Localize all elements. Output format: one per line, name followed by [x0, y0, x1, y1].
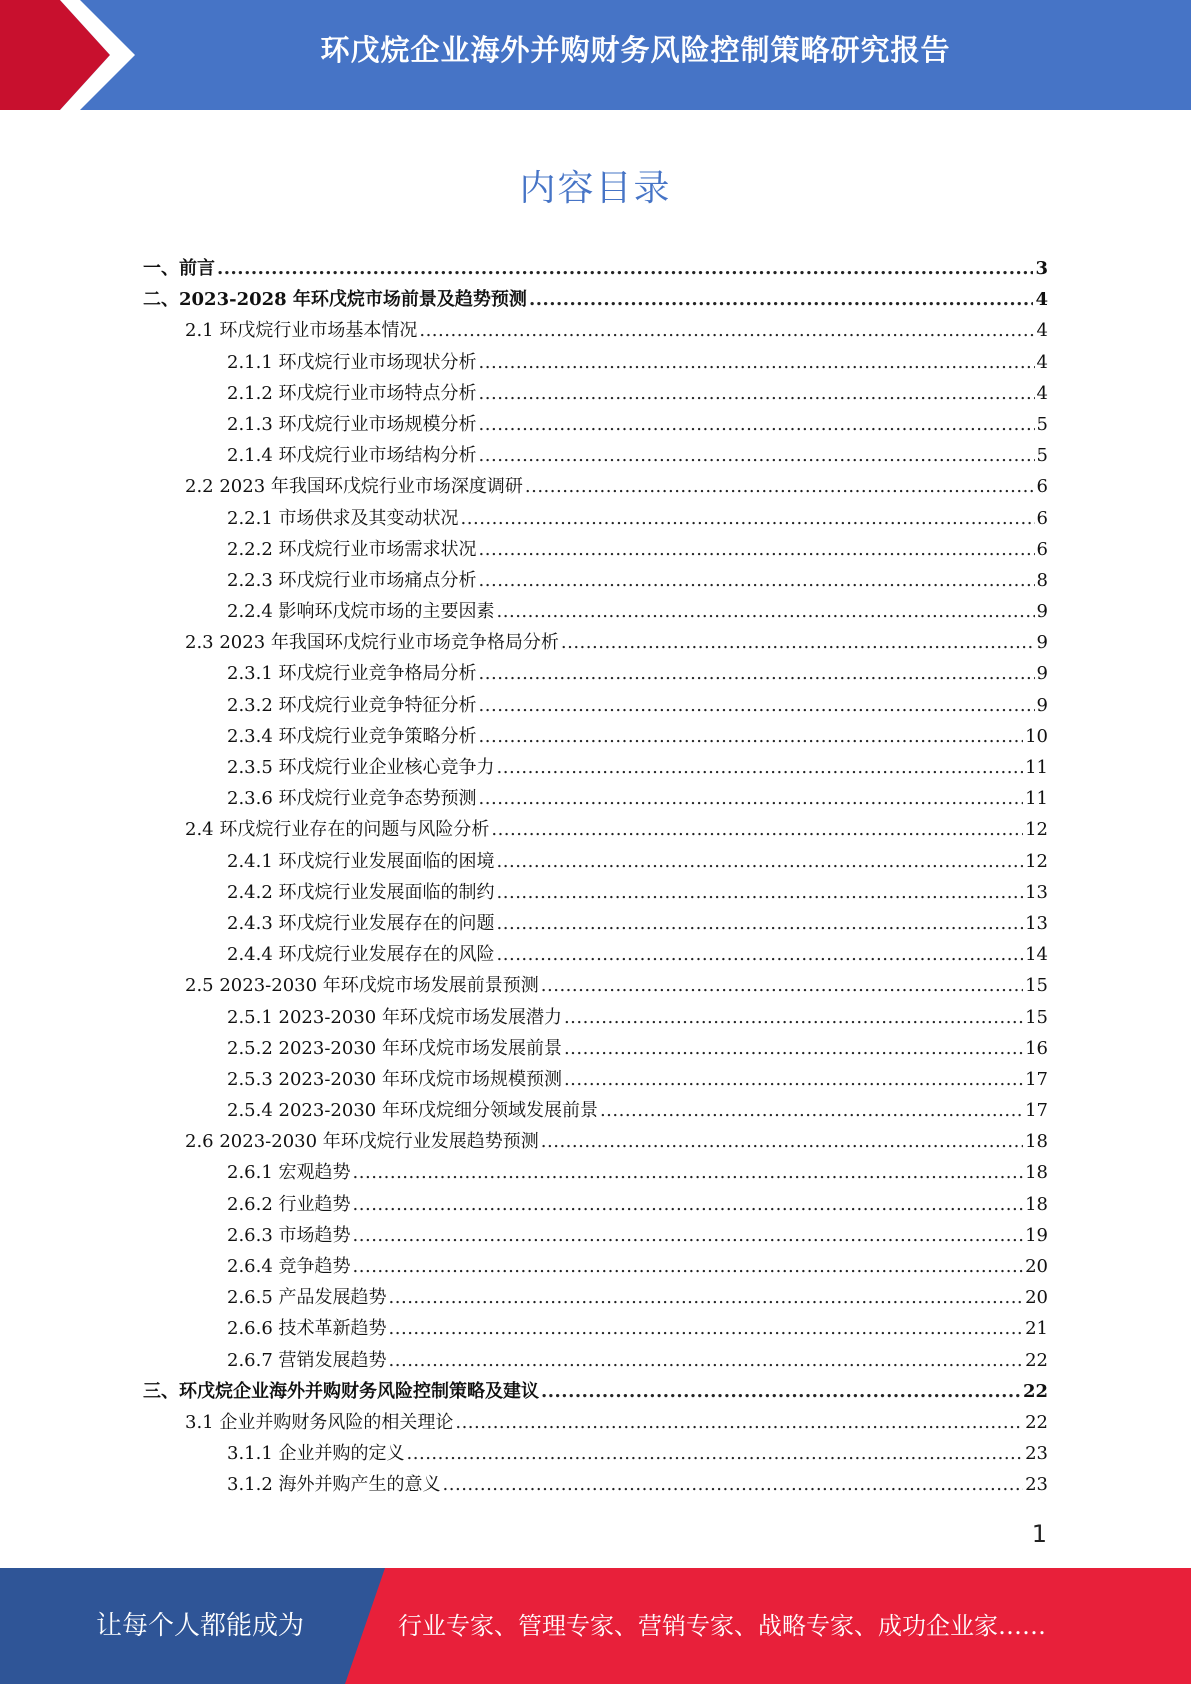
toc-leader-dots — [497, 944, 1024, 965]
toc-entry[interactable] — [143, 1377, 1048, 1408]
toc-entry-page: 10 — [1025, 725, 1048, 747]
toc-entry-page: 4 — [1036, 382, 1048, 404]
toc-entry-label: 2.6.7 营销发展趋势 — [227, 1349, 387, 1371]
toc-entry-page: 4 — [1035, 289, 1048, 311]
toc-entry-page: 9 — [1036, 632, 1048, 654]
toc-leader-dots — [479, 726, 1024, 747]
toc-entry-page: 11 — [1025, 757, 1048, 778]
toc-leader-dots — [353, 1194, 1024, 1215]
toc-leader-dots — [497, 882, 1024, 903]
toc-entry[interactable] — [143, 472, 1048, 503]
toc-leader-dots — [497, 851, 1024, 872]
toc-entry-label: 2.3.5 环戊烷行业企业核心竞争力 — [227, 757, 495, 778]
toc-entry-page: 4 — [1036, 351, 1048, 373]
toc-entry-page: 9 — [1036, 663, 1048, 685]
toc-entry[interactable] — [143, 1314, 1048, 1345]
toc-leader-dots — [419, 320, 1034, 341]
toc-entry[interactable] — [143, 348, 1048, 379]
toc-entry-page: 15 — [1025, 1006, 1048, 1028]
toc-entry[interactable] — [143, 1470, 1048, 1501]
toc-leader-dots — [479, 352, 1035, 373]
toc-leader-dots — [479, 788, 1024, 809]
footer-slogan-right: 行业专家、管理专家、营销专家、战略专家、成功企业家…… — [398, 1612, 1046, 1640]
toc-leader-dots — [217, 258, 1033, 279]
toc-leader-dots — [529, 289, 1034, 310]
toc-entry-label: 2.1.3 环戊烷行业市场规模分析 — [227, 413, 477, 435]
toc-entry[interactable] — [143, 659, 1048, 690]
toc-entry-page: 23 — [1025, 1443, 1048, 1465]
toc-entry[interactable] — [143, 1034, 1048, 1065]
toc-leader-dots — [479, 414, 1035, 435]
toc-leader-dots — [525, 476, 1035, 497]
toc-entry-label: 3.1.2 海外并购产生的意义 — [227, 1474, 441, 1496]
toc-entry-label: 2.3.2 环戊烷行业竞争特征分析 — [227, 694, 477, 716]
toc-entry[interactable] — [143, 535, 1048, 566]
toc-entry[interactable] — [143, 1096, 1048, 1127]
toc-entry-page: 5 — [1036, 413, 1048, 435]
toc-leader-dots — [491, 819, 1023, 840]
header-title: 环戊烷企业海外并购财务风险控制策略研究报告 — [320, 33, 951, 67]
toc-entry-page: 6 — [1036, 538, 1048, 560]
toc-entry[interactable] — [143, 847, 1048, 878]
toc-entry-page: 11 — [1025, 788, 1048, 810]
toc-entry-label: 2.4.3 环戊烷行业发展存在的问题 — [227, 912, 495, 934]
toc-entry-label: 2.5.3 2023-2030 年环戊烷市场规模预测 — [227, 1068, 562, 1090]
toc-entry-label: 2.6.6 技术革新趋势 — [227, 1318, 387, 1340]
toc-leader-dots — [389, 1287, 1024, 1308]
toc-leader-dots — [455, 1412, 1023, 1433]
toc-entry[interactable] — [143, 316, 1048, 347]
toc-leader-dots — [479, 695, 1035, 716]
toc-entry-page: 4 — [1036, 320, 1048, 342]
toc-entry[interactable] — [143, 815, 1048, 846]
toc-entry[interactable] — [143, 1283, 1048, 1314]
toc-entry-page: 6 — [1036, 507, 1048, 529]
table-of-contents — [143, 254, 1048, 1502]
toc-leader-dots — [564, 1007, 1023, 1028]
toc-entry[interactable] — [143, 1065, 1048, 1096]
toc-entry-label: 2.6.1 宏观趋势 — [227, 1162, 351, 1184]
toc-entry-page: 18 — [1025, 1162, 1048, 1184]
toc-entry-label: 2.2.3 环戊烷行业市场痛点分析 — [227, 569, 477, 591]
toc-entry-label: 2.1 环戊烷行业市场基本情况 — [185, 320, 418, 342]
toc-entry-label: 2.4.4 环戊烷行业发展存在的风险 — [227, 944, 495, 966]
footer-banner — [0, 1568, 1191, 1684]
toc-entry[interactable] — [143, 597, 1048, 628]
toc-entry[interactable] — [143, 441, 1048, 472]
toc-entry-label: 2.3 2023 年我国环戊烷行业市场竞争格局分析 — [185, 632, 559, 654]
toc-entry-label: 2.1.1 环戊烷行业市场现状分析 — [227, 351, 477, 373]
toc-leader-dots — [541, 975, 1023, 996]
toc-leader-dots — [353, 1162, 1024, 1183]
toc-entry-page: 13 — [1025, 912, 1048, 934]
toc-entry-page: 20 — [1025, 1287, 1048, 1309]
toc-entry-page: 18 — [1025, 1193, 1048, 1215]
toc-entry-label: 2.6.2 行业趋势 — [227, 1193, 351, 1215]
toc-leader-dots — [389, 1350, 1024, 1371]
toc-entry-page: 9 — [1036, 694, 1048, 716]
toc-entry[interactable] — [143, 1439, 1048, 1470]
toc-entry-label: 2.2.2 环戊烷行业市场需求状况 — [227, 538, 477, 560]
toc-entry-label: 2.6 2023-2030 年环戊烷行业发展趋势预测 — [185, 1131, 539, 1153]
toc-entry-label: 2.2 2023 年我国环戊烷行业市场深度调研 — [185, 476, 523, 498]
toc-entry-page: 3 — [1035, 258, 1048, 279]
toc-entry-page: 9 — [1036, 601, 1048, 623]
toc-entry[interactable] — [143, 909, 1048, 940]
toc-leader-dots — [461, 508, 1035, 529]
toc-entry-page: 5 — [1036, 445, 1048, 467]
toc-entry[interactable] — [143, 379, 1048, 410]
toc-leader-dots — [564, 1069, 1023, 1090]
toc-entry-label: 2.4.2 环戊烷行业发展面临的制约 — [227, 881, 495, 903]
toc-leader-dots — [541, 1381, 1021, 1402]
toc-leader-dots — [479, 570, 1035, 591]
toc-leader-dots — [353, 1225, 1024, 1246]
toc-entry[interactable] — [143, 971, 1048, 1002]
toc-entry-page: 14 — [1025, 944, 1048, 966]
toc-entry-label: 2.1.2 环戊烷行业市场特点分析 — [227, 382, 477, 404]
toc-leader-dots — [479, 445, 1035, 466]
toc-entry[interactable] — [143, 722, 1048, 753]
toc-leader-dots — [443, 1474, 1024, 1495]
toc-entry[interactable] — [143, 1190, 1048, 1221]
page-number: 1 — [1031, 1520, 1047, 1548]
toc-leader-dots — [600, 1100, 1023, 1121]
toc-entry[interactable] — [143, 1408, 1048, 1439]
toc-entry[interactable] — [143, 940, 1048, 971]
toc-leader-dots — [479, 663, 1035, 684]
toc-leader-dots — [564, 1038, 1023, 1059]
toc-entry-label: 2.4 环戊烷行业存在的问题与风险分析 — [185, 819, 490, 841]
toc-leader-dots — [479, 539, 1035, 560]
toc-entry-label: 2.3.1 环戊烷行业竞争格局分析 — [227, 663, 477, 685]
toc-entry-label: 2.1.4 环戊烷行业市场结构分析 — [227, 445, 477, 467]
toc-entry-label: 2.2.1 市场供求及其变动状况 — [227, 507, 459, 529]
toc-entry-page: 17 — [1025, 1100, 1048, 1122]
toc-leader-dots — [497, 601, 1035, 622]
toc-leader-dots — [407, 1443, 1024, 1464]
toc-entry-label: 3.1.1 企业并购的定义 — [227, 1443, 405, 1465]
toc-entry-label: 2.5.1 2023-2030 年环戊烷市场发展潜力 — [227, 1006, 562, 1028]
toc-leader-dots — [497, 913, 1024, 934]
toc-entry-page: 15 — [1025, 975, 1048, 997]
toc-entry-label: 三、环戊烷企业海外并购财务风险控制策略及建议 — [143, 1380, 539, 1402]
toc-entry-page: 18 — [1025, 1131, 1048, 1153]
toc-entry-label: 2.5.4 2023-2030 年环戊烷细分领域发展前景 — [227, 1100, 598, 1122]
toc-entry[interactable] — [143, 410, 1048, 441]
toc-entry[interactable] — [143, 285, 1048, 316]
toc-entry-label: 2.6.4 竞争趋势 — [227, 1256, 351, 1277]
toc-entry-page: 12 — [1025, 850, 1048, 872]
toc-leader-dots — [353, 1256, 1024, 1277]
toc-entry[interactable] — [143, 504, 1048, 535]
toc-entry-label: 2.6.3 市场趋势 — [227, 1224, 351, 1246]
toc-entry[interactable] — [143, 784, 1048, 815]
toc-entry-page: 17 — [1025, 1068, 1048, 1090]
toc-entry-page: 12 — [1025, 819, 1048, 841]
toc-entry[interactable] — [143, 1346, 1048, 1377]
toc-entry-label: 3.1 企业并购财务风险的相关理论 — [185, 1411, 454, 1433]
toc-entry[interactable] — [143, 1221, 1048, 1252]
toc-entry[interactable] — [143, 753, 1048, 784]
toc-entry-page: 16 — [1025, 1037, 1048, 1059]
toc-leader-dots — [541, 1131, 1023, 1152]
toc-entry-page: 8 — [1036, 569, 1048, 591]
toc-entry[interactable] — [143, 566, 1048, 597]
toc-entry-page: 20 — [1025, 1256, 1048, 1277]
toc-entry-label: 二、2023-2028 年环戊烷市场前景及趋势预测 — [143, 289, 527, 311]
toc-leader-dots — [389, 1318, 1024, 1339]
toc-entry-page: 22 — [1025, 1349, 1048, 1371]
header-banner — [0, 0, 1191, 110]
toc-entry-page: 6 — [1036, 476, 1048, 498]
toc-entry[interactable] — [143, 1003, 1048, 1034]
toc-entry-label: 一、前言 — [143, 258, 215, 279]
toc-entry-label: 2.6.5 产品发展趋势 — [227, 1287, 387, 1309]
toc-entry-label: 2.4.1 环戊烷行业发展面临的困境 — [227, 850, 495, 872]
toc-leader-dots — [561, 632, 1035, 653]
toc-entry-page: 13 — [1025, 881, 1048, 903]
toc-entry-label: 2.5.2 2023-2030 年环戊烷市场发展前景 — [227, 1037, 562, 1059]
toc-entry-page: 19 — [1025, 1224, 1048, 1246]
toc-entry[interactable] — [143, 1252, 1048, 1283]
toc-entry[interactable] — [143, 691, 1048, 722]
toc-entry-page: 21 — [1025, 1318, 1048, 1340]
toc-entry[interactable] — [143, 1158, 1048, 1189]
toc-entry-label: 2.3.4 环戊烷行业竞争策略分析 — [227, 725, 477, 747]
toc-entry-page: 22 — [1025, 1411, 1048, 1433]
footer-slogan-left: 让每个人都能成为 — [95, 1611, 304, 1641]
toc-heading: 内容目录 — [519, 168, 672, 209]
toc-entry[interactable] — [143, 1127, 1048, 1158]
toc-entry[interactable] — [143, 628, 1048, 659]
toc-entry[interactable] — [143, 254, 1048, 285]
toc-entry[interactable] — [143, 878, 1048, 909]
toc-leader-dots — [479, 383, 1035, 404]
toc-leader-dots — [497, 757, 1024, 778]
toc-entry-label: 2.2.4 影响环戊烷市场的主要因素 — [227, 601, 495, 623]
toc-entry-label: 2.5 2023-2030 年环戊烷市场发展前景预测 — [185, 975, 539, 997]
toc-entry-page: 22 — [1022, 1380, 1048, 1402]
toc-entry-page: 23 — [1025, 1474, 1048, 1496]
toc-entry-label: 2.3.6 环戊烷行业竞争态势预测 — [227, 788, 477, 810]
